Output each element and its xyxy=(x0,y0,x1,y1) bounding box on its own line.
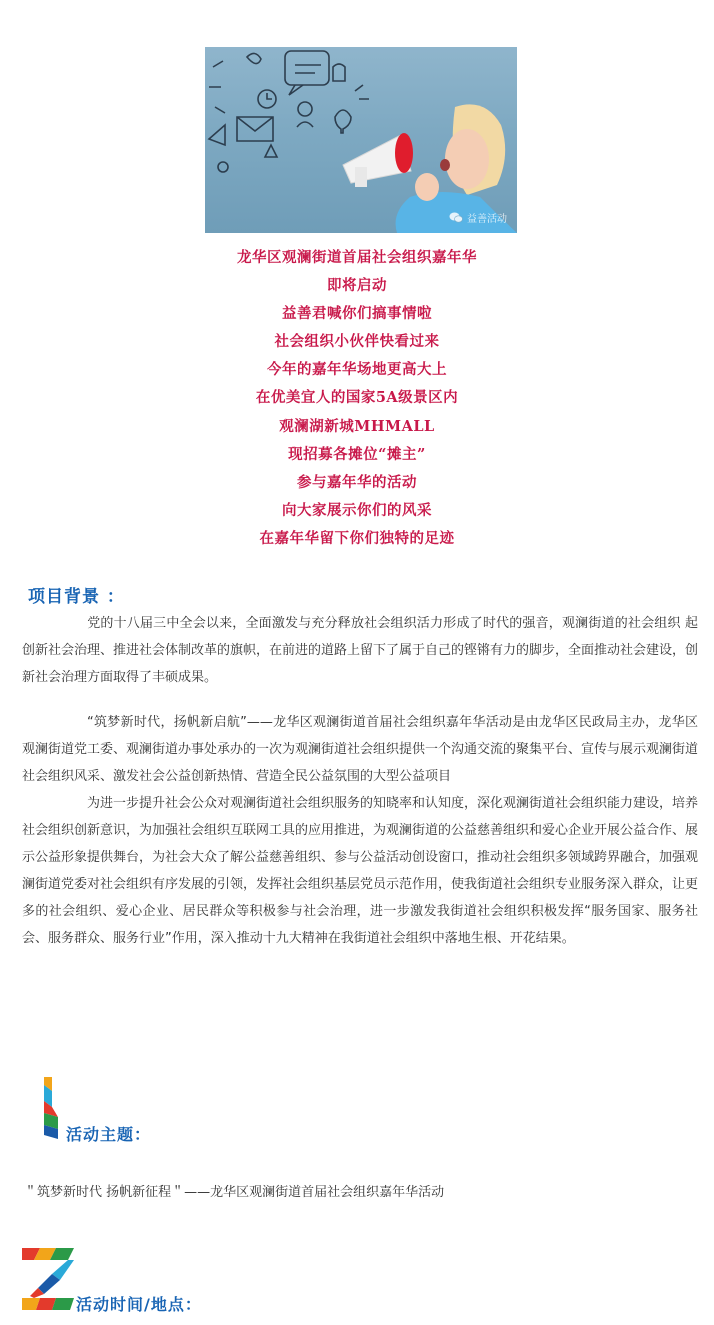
section-title-background: 项目背景 ： xyxy=(28,587,125,607)
megaphone-illustration xyxy=(205,47,517,233)
watermark xyxy=(449,210,507,225)
watermark-text: 益善活动 xyxy=(467,214,507,225)
background-paragraph-2 xyxy=(22,709,698,790)
announcement-line: 在优美宜人的国家5A级景区内 xyxy=(255,389,459,407)
announcement-line: 益善君喊你们搞事情啦 xyxy=(282,305,432,323)
section-title-time-place: 活动时间/地点： xyxy=(76,1295,202,1314)
background-paragraph-3 xyxy=(22,790,698,952)
section-title-theme: 活动主题： xyxy=(66,1125,152,1144)
announcement-line: 今年的嘉年华场地更高大上 xyxy=(267,361,447,379)
announcement-lines xyxy=(0,244,714,553)
announcement-line: 向大家展示你们的风采 xyxy=(282,501,432,519)
number-one-icon xyxy=(42,1077,62,1143)
theme-text: ＂筑梦新时代 扬帆新征程＂——龙华区观澜街道首届社会组织嘉年华活动 xyxy=(24,1185,445,1200)
background-paragraph-1 xyxy=(22,610,698,691)
number-two-icon xyxy=(22,1248,74,1314)
paragraph-text: 党的十八届三中全会以来，全面激发与充分释放社会组织活力形成了时代的强音，观澜街道的社会组织 起创新社会治理、推进社会体制改革的旗帜，在前进的道路上留下了属于自己的铿锵有力的脚步，全面推动社会建设，创新社会治理方面取得了丰硕成果。 xyxy=(22,616,699,685)
paragraph-text: “筑梦新时代，扬帆新启航”——龙华区观澜街道首届社会组织嘉年华活动是由龙华区民政局主办，龙华区观澜街道党工委、观澜街道办事处承办的一次为观澜街道社会组织提供一个沟通交流的聚集平台、宣传与展示观澜街道社会组织风采、激发社会公益创新热情、营造全民公益氛围的大型公益项目 xyxy=(22,715,699,784)
announcement-line: 在嘉年华留下你们独特的足迹 xyxy=(259,529,455,547)
announcement-line: 现招募各摊位“摊主” xyxy=(288,445,426,463)
announcement-line: 即将启动 xyxy=(327,277,387,295)
announcement-line: 参与嘉年华的活动 xyxy=(297,473,417,491)
announcement-line: 社会组织小伙伴快看过来 xyxy=(274,333,440,351)
hero-image xyxy=(205,47,517,233)
announcement-line: 观澜湖新城MHMALL xyxy=(279,417,435,435)
announcement-line: 龙华区观澜街道首届社会组织嘉年华 xyxy=(237,249,477,266)
paragraph-text: 为进一步提升社会公众对观澜街道社会组织服务的知晓率和认知度，深化观澜街道社会组织能力建设，培养社会组织创新意识，为加强社会组织互联网工具的应用推进，为观澜街道的公益慈善组织和爱心企业开展公益合作、展示公益形象提供舞台，为社会大众了解公益慈善组织、参与公益活动创设窗口，推动社会组织多领域跨界融合，加强观澜街道党委对社会组织有序发展的引领，发挥社会组织基层党员示范作用，使我街道社会组织专业服务深入群众，让更多的社会组织、爱心企业、居民群众等积极参与社会治理，进一步激发我街道社会组织积极发挥“服务国家、服务社会、服务群众、服务行业”作用，深入推动十九大精神在我街道社会组织中落地生根、开花结果。 xyxy=(22,796,699,946)
wechat-icon xyxy=(449,212,463,223)
